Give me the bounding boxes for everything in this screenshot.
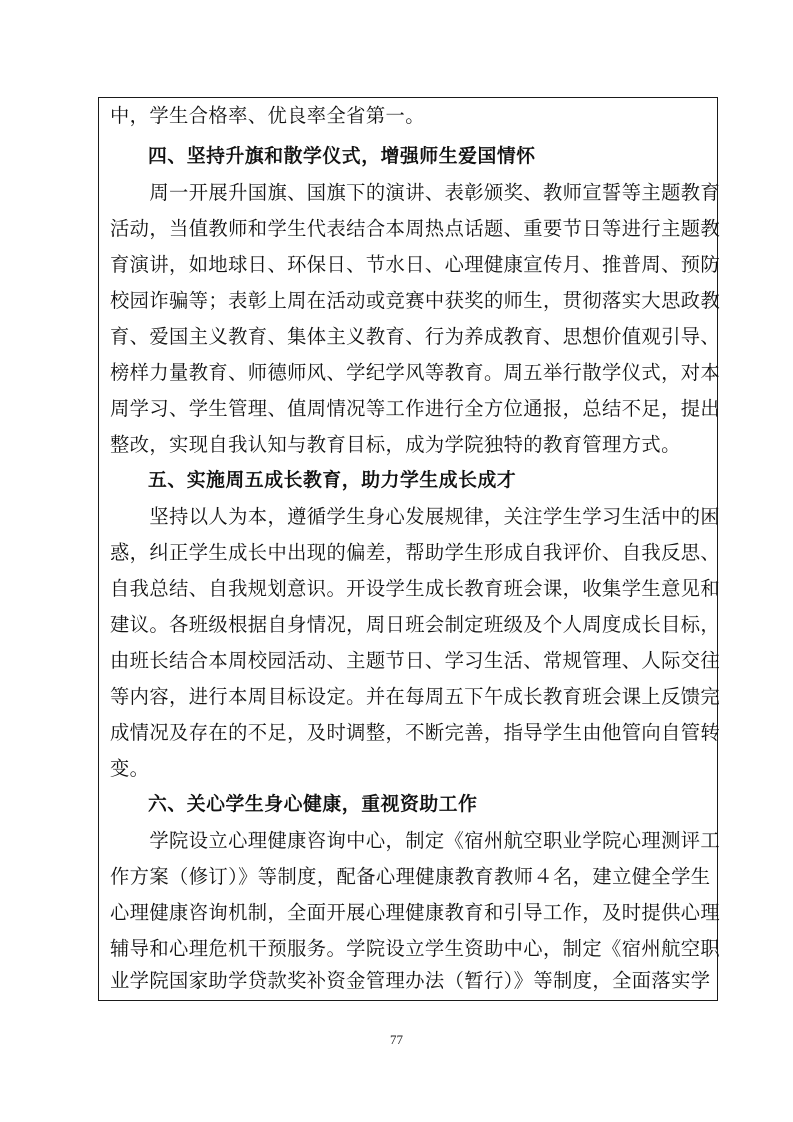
- body-text-line: 活动，当值教师和学生代表结合本周热点话题、重要节日等进行主题教: [110, 217, 721, 240]
- section-heading-4: 四、坚持升旗和散学仪式，增强师生爱国情怀: [148, 146, 536, 167]
- body-text-line: 建议。各班级根据自身情况，周日班会制定班级及个人周度成长目标，: [110, 613, 721, 636]
- section-heading-6: 六、关心学生身心健康，重视资助工作: [148, 794, 478, 815]
- body-text-line: 校园诈骗等；表彰上周在活动或竞赛中获奖的师生，贯彻落实大思政教: [110, 289, 721, 312]
- body-text-line: 榜样力量教育、师德师风、学纪学风等教育。周五举行散学仪式，对本: [110, 361, 721, 384]
- body-text-line: 周学习、学生管理、值周情况等工作进行全方位通报，总结不足，提出: [110, 397, 721, 420]
- body-text-line: 成情况及存在的不足，及时调整，不断完善，指导学生由他管向自管转: [110, 721, 721, 744]
- body-text-line: 育、爱国主义教育、集体主义教育、行为养成教育、思想价值观引导、: [110, 325, 721, 348]
- body-text-line: 等内容，进行本周目标设定。并在每周五下午成长教育班会课上反馈完: [110, 685, 721, 708]
- body-text-line: 辅导和心理危机干预服务。学院设立学生资助中心，制定《宿州航空职: [110, 937, 721, 960]
- section-heading-5: 五、实施周五成长教育，助力学生成长成才: [148, 470, 517, 491]
- body-text-line: 由班长结合本周校园活动、主题节日、学习生活、常规管理、人际交往: [110, 649, 721, 672]
- body-text-line: 惑，纠正学生成长中出现的偏差，帮助学生形成自我评价、自我反思、: [110, 541, 721, 564]
- body-text-line: 作方案（修订）》等制度，配备心理健康教育教师４名，建立健全学生: [110, 865, 711, 888]
- body-text-line: 自我总结、自我规划意识。开设学生成长教育班会课，收集学生意见和: [110, 577, 721, 600]
- body-text-line: 育演讲，如地球日、环保日、节水日、心理健康宣传月、推普周、预防: [110, 253, 721, 276]
- body-text-line: 中，学生合格率、优良率全省第一。: [110, 104, 425, 127]
- body-text-line: 周一开展升国旗、国旗下的演讲、表彰颁奖、教师宣誓等主题教育: [110, 181, 721, 204]
- body-text-line: 坚持以人为本，遵循学生身心发展规律，关注学生学习生活中的困: [110, 505, 721, 528]
- body-text-line: 心理健康咨询机制，全面开展心理健康教育和引导工作，及时提供心理: [110, 901, 721, 924]
- body-text-line: 业学院国家助学贷款奖补资金管理办法（暂行）》等制度，全面落实学: [110, 969, 711, 992]
- page-number: 77: [390, 1032, 403, 1047]
- body-text-line: 学院设立心理健康咨询中心，制定《宿州航空职业学院心理测评工: [110, 829, 721, 852]
- body-text-line: 整改，实现自我认知与教育目标，成为学院独特的教育管理方式。: [110, 433, 681, 456]
- body-text-line: 变。: [110, 757, 150, 780]
